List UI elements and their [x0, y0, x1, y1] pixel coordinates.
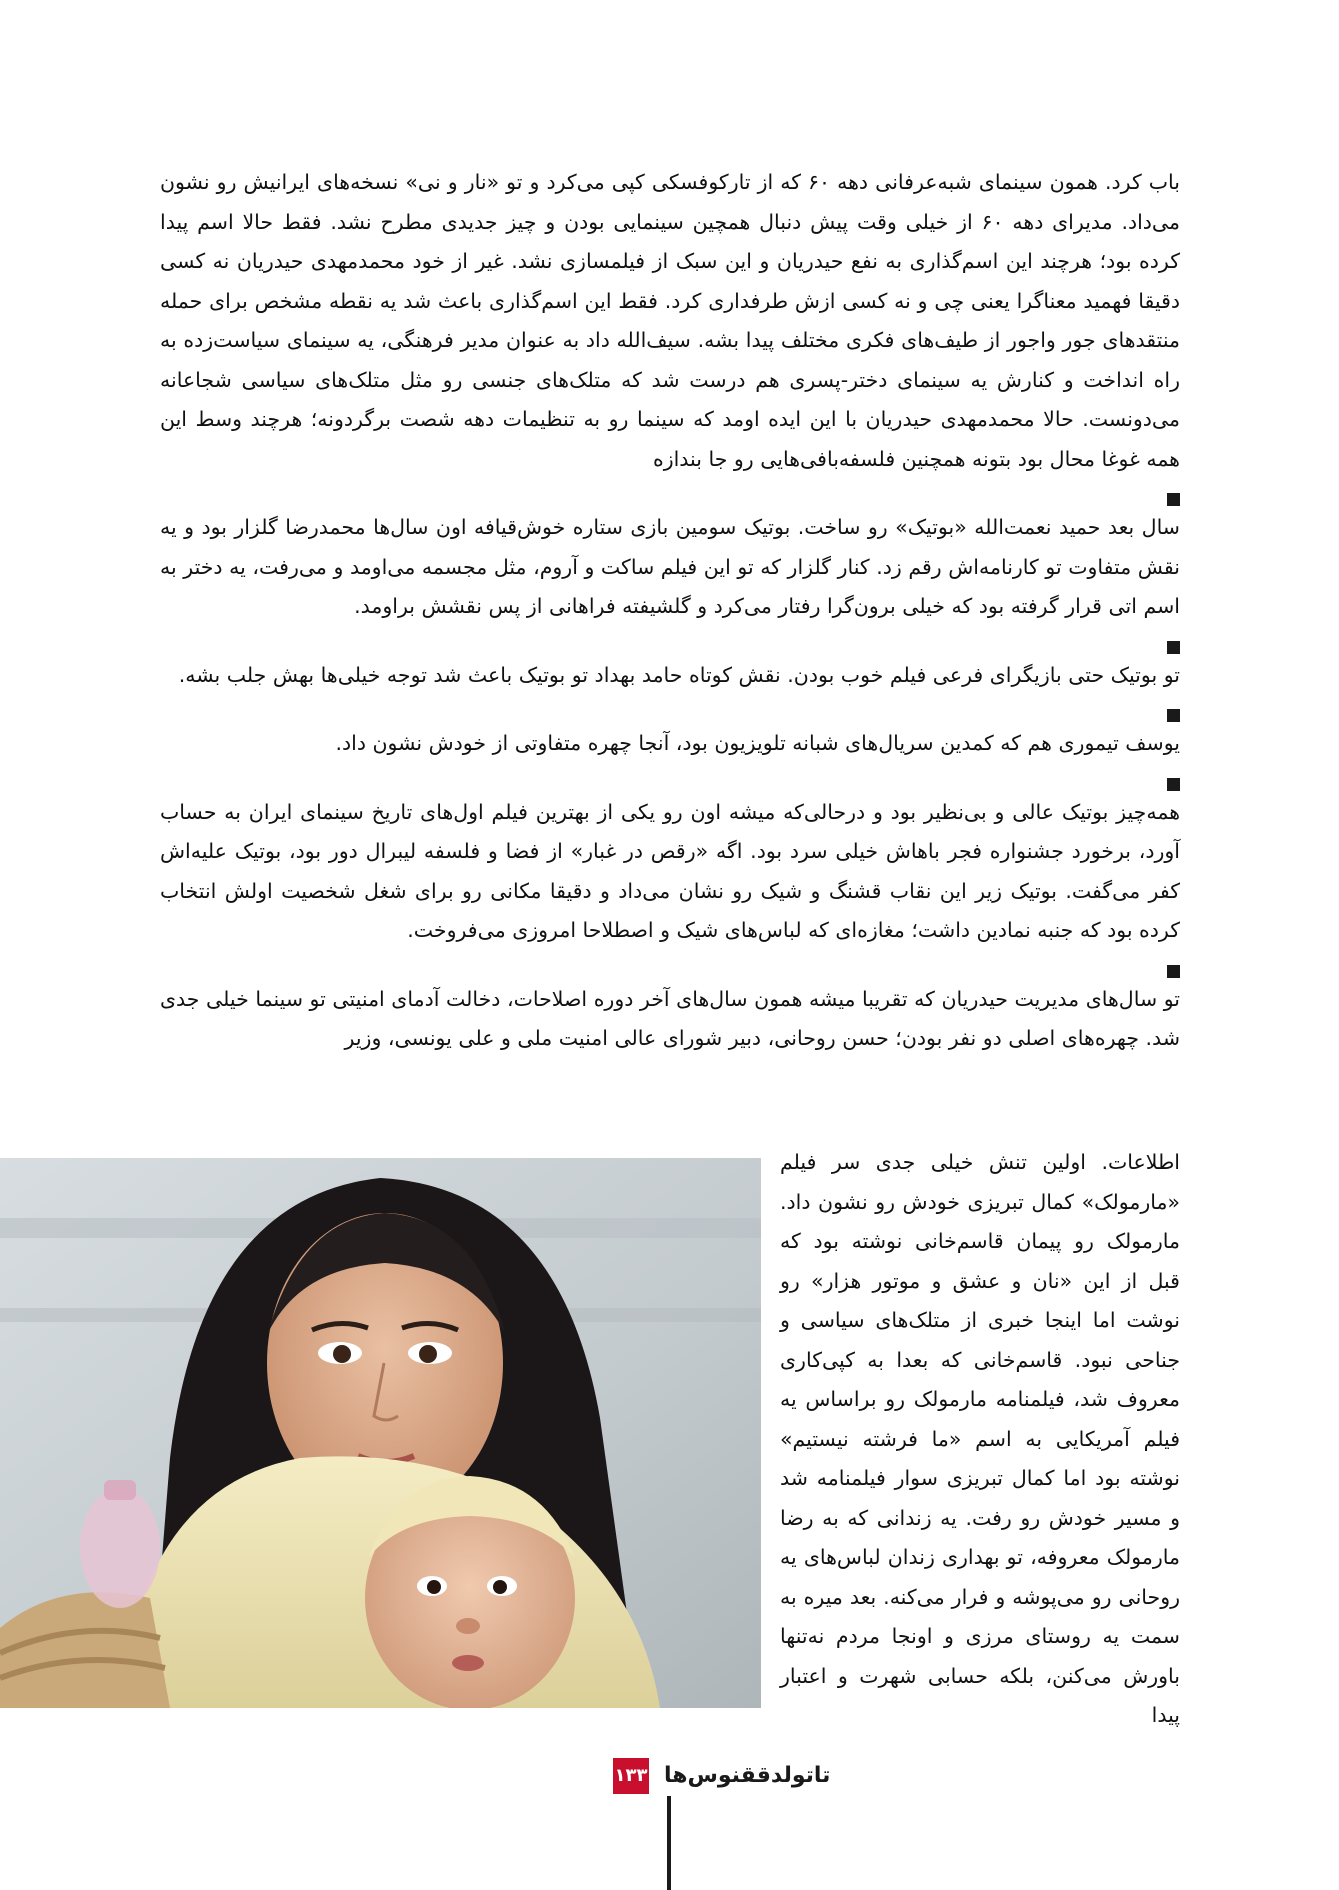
- square-bullet-icon: [1167, 778, 1180, 791]
- article-paragraph: باب کرد. همون سینمای شبه‌عرفانی دهه ۶۰ که از تارکوفسکی کپی می‌کرد و تو «نار و نی» نسخه‌های ایرانیش رو نشون می‌داد. مدیرای دهه ۶۰ از خیلی وقت پیش دنبال همچین سینمایی بودن و چیز جدیدی مطرح نشد. فقط حالا اسم پیدا کرده بود؛ هرچند این اسم‌گذاری به نفع حیدریان و این سبک از فیلمسازی نشد. غیر از خود محمدمهدی حیدریان نه کسی دقیقا فهمید معناگرا یعنی چی و نه کسی ازش طرفداری کرد. فقط این اسم‌گذاری باعث شد یه نقطه مشخص برای حمله منتقدهای جور واجور از طیف‌های فکری مختلف پیدا بشه. سیف‌الله داد به عنوان مدیر فرهنگی، یه سینمای سیاست‌زده به راه انداخت و کنارش یه سینمای دختر-پسری هم درست شد که متلک‌های جنسی رو مثل متلک‌های سیاسی شجاعانه می‌دونست. حالا محمدمهدی حیدریان با این ایده اومد که سینما رو به تنظیمات دهه شصت برگردونه؛ هرچند وسط این همه غوغا محال بود بتونه همچنین فلسفه‌بافی‌هایی رو جا بندازه: [160, 170, 1180, 471]
- film-still-illustration: [0, 1158, 761, 1708]
- footer-divider: [667, 1796, 671, 1890]
- article-section: [160, 493, 1180, 627]
- page-number-badge: ۱۳۳: [613, 1758, 649, 1794]
- article-body: [160, 163, 1180, 1059]
- article-paragraph: تو بوتیک حتی بازیگرای فرعی فیلم خوب بودن. نقش کوتاه حامد بهداد تو بوتیک باعث شد توجه خیلی‌ها بهش جلب بشه.: [178, 662, 1180, 687]
- magazine-title: تاتولدققنوس‌ها: [664, 1763, 831, 1788]
- square-bullet-icon: [1167, 493, 1180, 506]
- square-bullet-icon: [1167, 641, 1180, 654]
- film-still-photo: [0, 1158, 761, 1708]
- narrow-column-text: اطلاعات. اولین تنش خیلی جدی سر فیلم «مارمولک» کمال تبریزی خودش رو نشون داد. مارمولک رو پیمان قاسم‌خانی نوشته بود که قبل از این «نان و عشق و موتور هزار» رو نوشت اما اینجا خبری از متلک‌های سیاسی و جناحی نبود. قاسم‌خانی که بعدا به کپی‌کاری معروف شد، فیلمنامه مارمولک رو براساس یه فیلم آمریکایی به اسم «ما فرشته نیستیم» نوشته بود اما کمال تبریزی سوار فیلمنامه شد و مسیر خودش رو رفت. یه زندانی که به رضا مارمولک معروفه، تو بهداری زندان لباس‌های یه روحانی رو می‌پوشه و فرار می‌کنه. بعد میره به سمت یه روستای مرزی و اونجا مردم نه‌تنها باورش می‌کنن، بلکه حسابی شهرت و اعتبار پیدا: [780, 1150, 1180, 1727]
- article-section: [160, 709, 1180, 764]
- square-bullet-icon: [1167, 965, 1180, 978]
- article-paragraph: تو سال‌های مدیریت حیدریان که تقریبا میشه همون سال‌های آخر دوره اصلاحات، دخالت آدمای امنیتی تو سینما خیلی جدی شد. چهره‌های اصلی دو نفر بودن؛ حسن روحانی، دبیر شورای عالی امنیت ملی و علی یونسی، وزیر: [160, 986, 1180, 1050]
- page-footer: [0, 1740, 1339, 1890]
- article-paragraph: همه‌چیز بوتیک عالی و بی‌نظیر بود و درحالی‌که میشه اون رو یکی از بهترین فیلم اول‌های تاریخ سینمای ایران به حساب آورد، برخورد جشنواره فجر باهاش خیلی سرد بود. اگه «رقص در غبار» از فضا و فلسفه لیبرال دور بود، بوتیک علیه‌اش کفر می‌گفت. بوتیک زیر این نقاب قشنگ و شیک رو نشان می‌داد و دقیقا مکانی رو برای شغل شخصیت اولش انتخاب کرده بود که جنبه نمادین داشت؛ مغازه‌ای که لباس‌های شیک و اصطلاحا امروزی می‌فروخت.: [160, 799, 1180, 942]
- article-paragraph: سال بعد حمید نعمت‌الله «بوتیک» رو ساخت. بوتیک سومین بازی ستاره خوش‌قیافه اون سال‌ها محمدرضا گلزار بود و یه نقش متفاوت تو کارنامه‌اش رقم زد. کنار گلزار که تو این فیلم ساکت و آروم، مثل مجسمه می‌اومد و می‌رفت، یه دختر به اسم اتی قرار گرفته بود که خیلی برون‌گرا رفتار می‌کرد و گلشیفته فراهانی از پس نقشش براومد.: [160, 515, 1180, 618]
- article-section: [160, 641, 1180, 696]
- article-paragraph: یوسف تیموری هم که کمدین سریال‌های شبانه تلویزیون بود، آنجا چهره متفاوتی از خودش نشون داد.: [335, 731, 1180, 755]
- article-section: [160, 965, 1180, 1059]
- square-bullet-icon: [1167, 709, 1180, 722]
- article-section: [160, 778, 1180, 951]
